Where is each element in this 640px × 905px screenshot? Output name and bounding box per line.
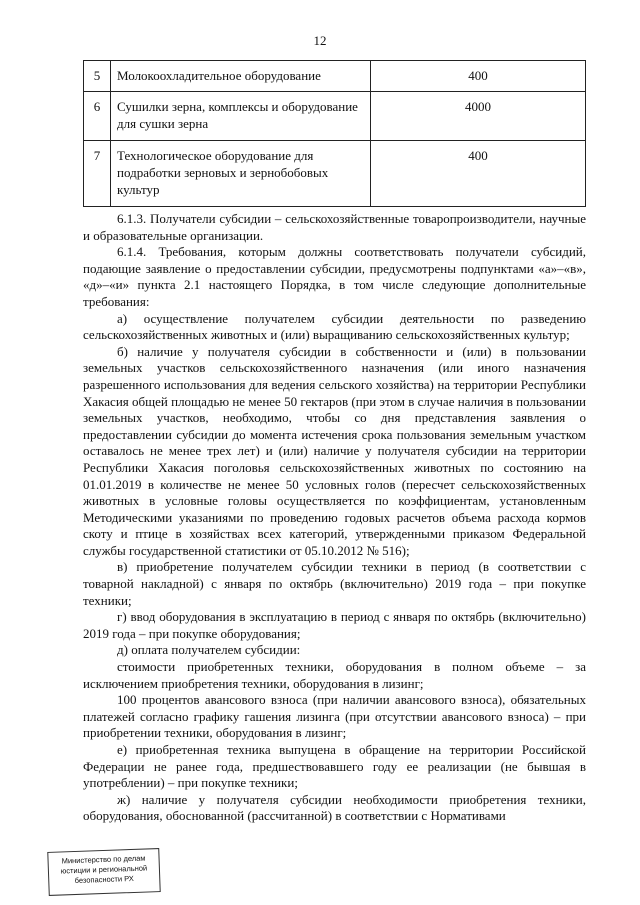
page-number: 12 bbox=[313, 33, 327, 48]
clause-a: а) осуществление получателем субсидии деятельности по разведению сельскохозяйственных животных и (или) выращиванию сельскохозяйственных культур; bbox=[83, 310, 586, 343]
clause-v: в) приобретение получателем субсидии техники в период (в соответствии с товарной накладной) с января по октябрь (включительно) 2019 года – при покупке техники; bbox=[83, 559, 586, 608]
clause-g: г) ввод оборудования в эксплуатацию в период с января по октябрь (включительно) 2019 года – при покупке оборудования; bbox=[83, 609, 586, 641]
row-name: Сушилки зерна, комплексы и оборудование для сушки зерна bbox=[111, 92, 371, 141]
ministry-stamp bbox=[47, 848, 160, 896]
table-row bbox=[84, 61, 586, 92]
clause-b: б) наличие у получателя субсидии в собственности и (или) в пользовании земельных участков сельскохозяйственного назначения (или иного назначения разрешенного использования для ведения сельского хозяйства) на территории Республики Хакасия общей площадью не менее 50 гектаров (при этом в случае наличия в пользовании земельных участков, необходимо, чтобы со дня представления заявления о предоставлении субсидии до момента истечения срока пользования земельным участком оставалось не менее трех лет) и (или) наличие у получателя субсидии на территории Республики Хакасия поголовья сельскохозяйственных животных по состоянию на 01.01.2019 в количестве не менее 50 условных голов (пересчет сельскохозяйственных животных в условные головы осуществляется по коэффициентам, установленным Методическими указаниями по проведению годовых расчетов объема расхода кормов скоту и птице в хозяйствах всех категорий, утвержденными приказом Федеральной службы государственной статистики от 05.10.2012 № 516); bbox=[83, 343, 586, 558]
row-number: 7 bbox=[84, 141, 111, 207]
row-name: Технологическое оборудование для подработки зерновых и зернобобовых культур bbox=[111, 141, 371, 207]
row-name: Молокоохладительное оборудование bbox=[111, 61, 371, 92]
row-number: 6 bbox=[84, 92, 111, 141]
clause-d-item-2: 100 процентов авансового взноса (при наличии авансового взноса), обязательных платежей согласно графику гашения лизинга (при отсутствии авансового взноса) – при приобретении техники, оборудования в лизинг; bbox=[83, 692, 586, 741]
table-row bbox=[84, 92, 586, 141]
row-amount: 4000 bbox=[371, 92, 586, 141]
row-amount: 400 bbox=[371, 141, 586, 207]
row-number: 5 bbox=[84, 61, 111, 92]
paragraph-6-1-4: 6.1.4. Требования, которым должны соответствовать получатели субсидий, подающие заявление о предоставлении субсидии, предусмотрены подпунктами «а»–«в», «д»–«и» пункта 2.1 настоящего Порядка, в том числе следующие дополнительные требования: bbox=[83, 244, 586, 309]
clause-d-item-1: стоимости приобретенных техники, оборудования в полном объеме – за исключением приобретения техники, оборудования в лизинг; bbox=[83, 659, 586, 691]
clause-d: д) оплата получателем субсидии: bbox=[117, 642, 301, 658]
table-row bbox=[84, 141, 586, 207]
clause-e: е) приобретенная техника выпущена в обращение на территории Российской Федерации не ранее года, предшествовавшего году ее реализации (не бывшая в употреблении) – при покупке техники; bbox=[83, 742, 586, 791]
stamp-line: безопасности РХ bbox=[74, 873, 134, 886]
row-amount: 400 bbox=[371, 61, 586, 92]
stamp-line: Министерство по делам bbox=[61, 853, 146, 866]
stamp-line: юстиции и региональной bbox=[60, 863, 148, 876]
clause-zh: ж) наличие у получателя субсидии необходимости приобретения техники, оборудования, обоснованной (рассчитанной) в соответствии с Нормативами bbox=[83, 791, 586, 824]
paragraph-6-1-3: 6.1.3. Получатели субсидии – сельскохозяйственные товаропроизводители, научные и образовательные организации. bbox=[83, 211, 586, 243]
document-body bbox=[83, 211, 586, 825]
equipment-table bbox=[83, 60, 586, 207]
